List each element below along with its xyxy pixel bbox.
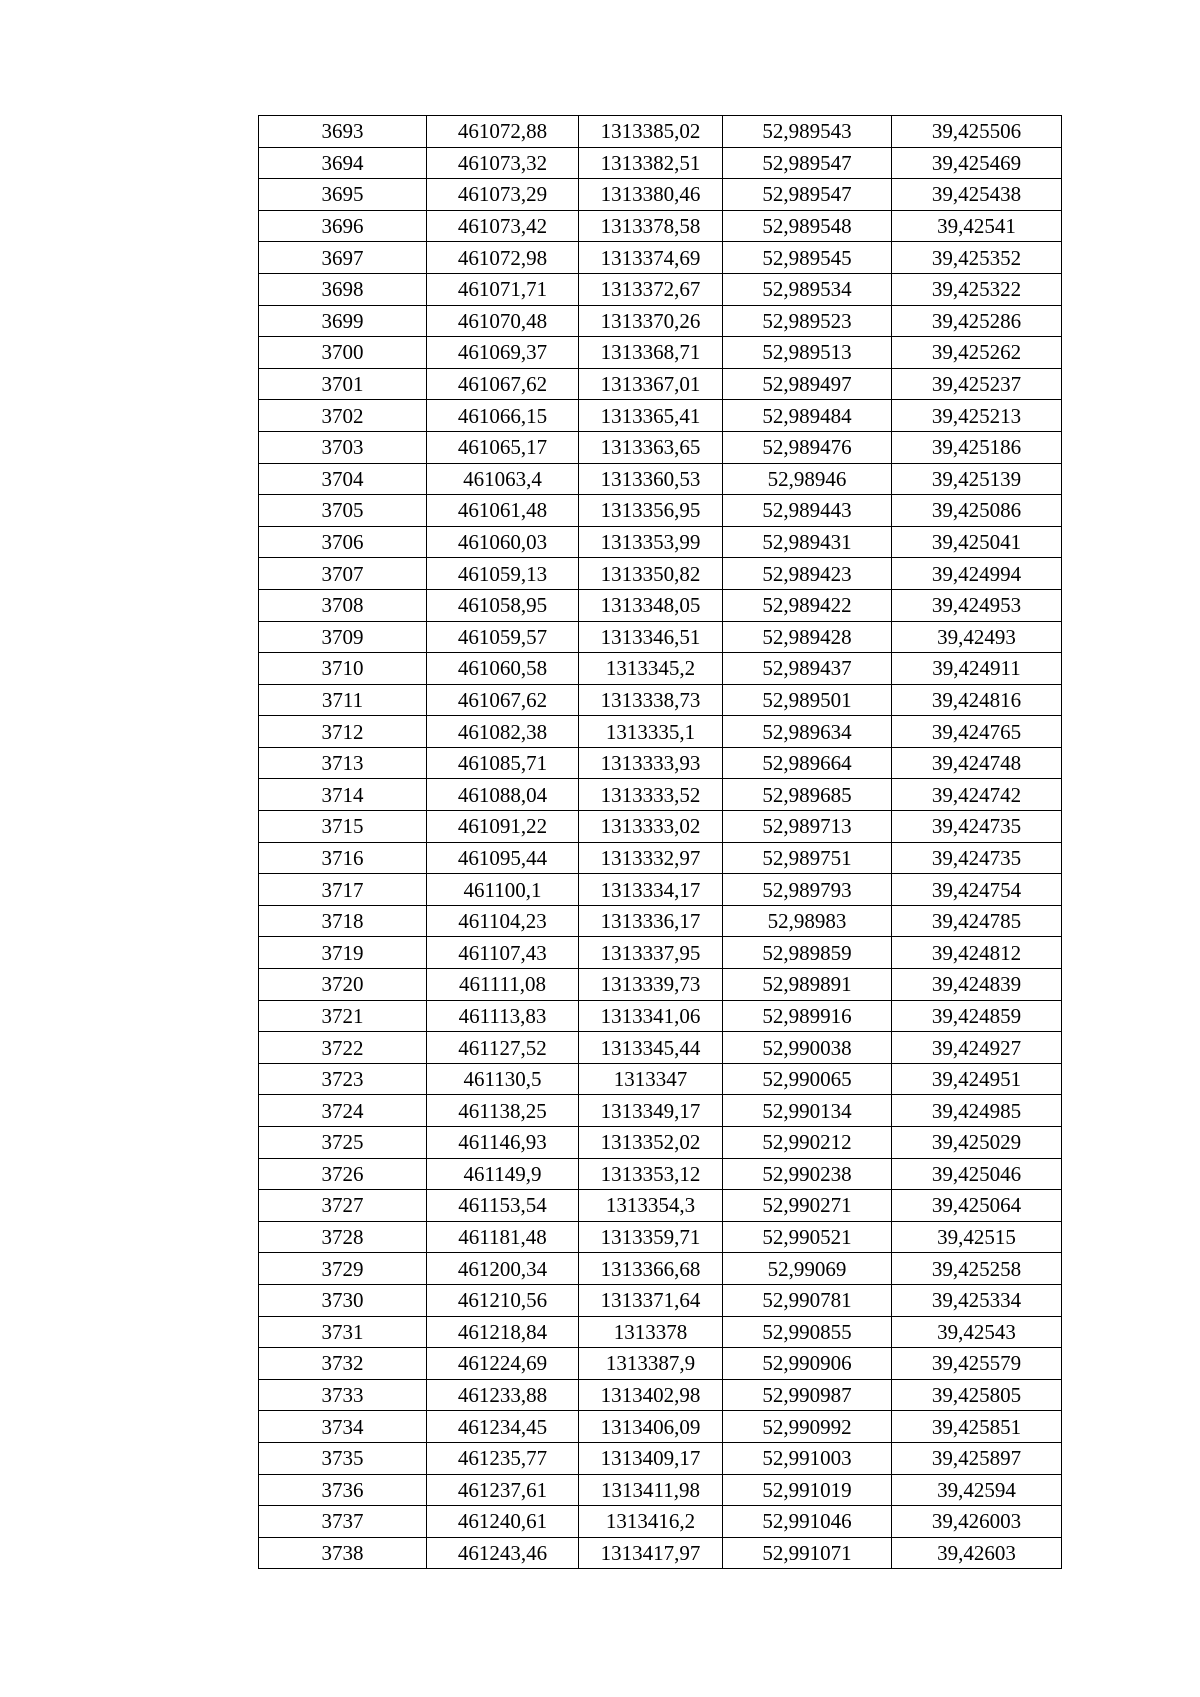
table-row: [259, 716, 1062, 748]
x-coordinate-cell: 461082,38: [427, 716, 579, 748]
latitude-cell: 52,990238: [723, 1158, 892, 1190]
x-coordinate-cell: 461149,9: [427, 1158, 579, 1190]
point-number-cell: 3699: [259, 305, 427, 337]
point-number-cell: 3720: [259, 969, 427, 1001]
table-row: [259, 368, 1062, 400]
latitude-cell: 52,989431: [723, 526, 892, 558]
point-number-cell: 3725: [259, 1127, 427, 1159]
latitude-cell: 52,990271: [723, 1190, 892, 1222]
longitude-cell: 39,425029: [892, 1127, 1062, 1159]
table-row: [259, 905, 1062, 937]
longitude-cell: 39,42493: [892, 621, 1062, 653]
latitude-cell: 52,989859: [723, 937, 892, 969]
x-coordinate-cell: 461240,61: [427, 1506, 579, 1538]
table-row: [259, 273, 1062, 305]
longitude-cell: 39,425237: [892, 368, 1062, 400]
y-coordinate-cell: 1313336,17: [579, 905, 723, 937]
longitude-cell: 39,424911: [892, 653, 1062, 685]
y-coordinate-cell: 1313366,68: [579, 1253, 723, 1285]
point-number-cell: 3728: [259, 1221, 427, 1253]
x-coordinate-cell: 461061,48: [427, 495, 579, 527]
x-coordinate-cell: 461095,44: [427, 842, 579, 874]
longitude-cell: 39,424765: [892, 716, 1062, 748]
point-number-cell: 3733: [259, 1379, 427, 1411]
table-row: [259, 1221, 1062, 1253]
point-number-cell: 3696: [259, 210, 427, 242]
longitude-cell: 39,424735: [892, 842, 1062, 874]
point-number-cell: 3721: [259, 1000, 427, 1032]
point-number-cell: 3700: [259, 337, 427, 369]
x-coordinate-cell: 461067,62: [427, 684, 579, 716]
x-coordinate-cell: 461069,37: [427, 337, 579, 369]
point-number-cell: 3730: [259, 1284, 427, 1316]
y-coordinate-cell: 1313385,02: [579, 116, 723, 148]
table-row: [259, 937, 1062, 969]
x-coordinate-cell: 461063,4: [427, 463, 579, 495]
longitude-cell: 39,424985: [892, 1095, 1062, 1127]
y-coordinate-cell: 1313339,73: [579, 969, 723, 1001]
table-row: [259, 1063, 1062, 1095]
longitude-cell: 39,424735: [892, 811, 1062, 843]
latitude-cell: 52,989534: [723, 273, 892, 305]
point-number-cell: 3737: [259, 1506, 427, 1538]
y-coordinate-cell: 1313406,09: [579, 1411, 723, 1443]
latitude-cell: 52,98946: [723, 463, 892, 495]
x-coordinate-cell: 461218,84: [427, 1316, 579, 1348]
point-number-cell: 3714: [259, 779, 427, 811]
latitude-cell: 52,989547: [723, 179, 892, 211]
longitude-cell: 39,425258: [892, 1253, 1062, 1285]
x-coordinate-cell: 461235,77: [427, 1442, 579, 1474]
point-number-cell: 3735: [259, 1442, 427, 1474]
table-row: [259, 1316, 1062, 1348]
y-coordinate-cell: 1313332,97: [579, 842, 723, 874]
longitude-cell: 39,425046: [892, 1158, 1062, 1190]
x-coordinate-cell: 461073,42: [427, 210, 579, 242]
point-number-cell: 3716: [259, 842, 427, 874]
table-row: [259, 1379, 1062, 1411]
latitude-cell: 52,990134: [723, 1095, 892, 1127]
x-coordinate-cell: 461088,04: [427, 779, 579, 811]
table-row: [259, 1095, 1062, 1127]
point-number-cell: 3715: [259, 811, 427, 843]
y-coordinate-cell: 1313345,44: [579, 1032, 723, 1064]
longitude-cell: 39,425438: [892, 179, 1062, 211]
table-row: [259, 1411, 1062, 1443]
y-coordinate-cell: 1313380,46: [579, 179, 723, 211]
y-coordinate-cell: 1313335,1: [579, 716, 723, 748]
table-row: [259, 589, 1062, 621]
x-coordinate-cell: 461104,23: [427, 905, 579, 937]
y-coordinate-cell: 1313382,51: [579, 147, 723, 179]
longitude-cell: 39,424812: [892, 937, 1062, 969]
point-number-cell: 3704: [259, 463, 427, 495]
x-coordinate-cell: 461237,61: [427, 1474, 579, 1506]
y-coordinate-cell: 1313338,73: [579, 684, 723, 716]
y-coordinate-cell: 1313416,2: [579, 1506, 723, 1538]
y-coordinate-cell: 1313352,02: [579, 1127, 723, 1159]
table-row: [259, 653, 1062, 685]
x-coordinate-cell: 461072,88: [427, 116, 579, 148]
point-number-cell: 3697: [259, 242, 427, 274]
longitude-cell: 39,425322: [892, 273, 1062, 305]
table-row: [259, 337, 1062, 369]
table-row: [259, 305, 1062, 337]
longitude-cell: 39,42541: [892, 210, 1062, 242]
x-coordinate-cell: 461060,03: [427, 526, 579, 558]
y-coordinate-cell: 1313353,12: [579, 1158, 723, 1190]
point-number-cell: 3726: [259, 1158, 427, 1190]
longitude-cell: 39,425186: [892, 431, 1062, 463]
point-number-cell: 3723: [259, 1063, 427, 1095]
x-coordinate-cell: 461130,5: [427, 1063, 579, 1095]
x-coordinate-cell: 461107,43: [427, 937, 579, 969]
longitude-cell: 39,425064: [892, 1190, 1062, 1222]
latitude-cell: 52,991003: [723, 1442, 892, 1474]
y-coordinate-cell: 1313356,95: [579, 495, 723, 527]
x-coordinate-cell: 461234,45: [427, 1411, 579, 1443]
table-row: [259, 400, 1062, 432]
table-row: [259, 463, 1062, 495]
longitude-cell: 39,425213: [892, 400, 1062, 432]
longitude-cell: 39,425469: [892, 147, 1062, 179]
point-number-cell: 3712: [259, 716, 427, 748]
latitude-cell: 52,989793: [723, 874, 892, 906]
point-number-cell: 3709: [259, 621, 427, 653]
table-row: [259, 210, 1062, 242]
point-number-cell: 3718: [259, 905, 427, 937]
point-number-cell: 3707: [259, 558, 427, 590]
table-row: [259, 1158, 1062, 1190]
table-row: [259, 1253, 1062, 1285]
table-row: [259, 1537, 1062, 1569]
longitude-cell: 39,42603: [892, 1537, 1062, 1569]
longitude-cell: 39,424951: [892, 1063, 1062, 1095]
table-row: [259, 969, 1062, 1001]
latitude-cell: 52,989751: [723, 842, 892, 874]
latitude-cell: 52,990212: [723, 1127, 892, 1159]
latitude-cell: 52,990781: [723, 1284, 892, 1316]
x-coordinate-cell: 461091,22: [427, 811, 579, 843]
latitude-cell: 52,989501: [723, 684, 892, 716]
latitude-cell: 52,989713: [723, 811, 892, 843]
table-row: [259, 811, 1062, 843]
y-coordinate-cell: 1313333,93: [579, 747, 723, 779]
latitude-cell: 52,990065: [723, 1063, 892, 1095]
table-row: [259, 242, 1062, 274]
y-coordinate-cell: 1313346,51: [579, 621, 723, 653]
latitude-cell: 52,990992: [723, 1411, 892, 1443]
longitude-cell: 39,425897: [892, 1442, 1062, 1474]
y-coordinate-cell: 1313371,64: [579, 1284, 723, 1316]
latitude-cell: 52,989484: [723, 400, 892, 432]
x-coordinate-cell: 461067,62: [427, 368, 579, 400]
latitude-cell: 52,989685: [723, 779, 892, 811]
y-coordinate-cell: 1313378: [579, 1316, 723, 1348]
point-number-cell: 3734: [259, 1411, 427, 1443]
x-coordinate-cell: 461153,54: [427, 1190, 579, 1222]
longitude-cell: 39,425352: [892, 242, 1062, 274]
longitude-cell: 39,425286: [892, 305, 1062, 337]
latitude-cell: 52,989916: [723, 1000, 892, 1032]
y-coordinate-cell: 1313337,95: [579, 937, 723, 969]
y-coordinate-cell: 1313372,67: [579, 273, 723, 305]
x-coordinate-cell: 461233,88: [427, 1379, 579, 1411]
y-coordinate-cell: 1313333,52: [579, 779, 723, 811]
latitude-cell: 52,989497: [723, 368, 892, 400]
x-coordinate-cell: 461111,08: [427, 969, 579, 1001]
y-coordinate-cell: 1313411,98: [579, 1474, 723, 1506]
x-coordinate-cell: 461071,71: [427, 273, 579, 305]
x-coordinate-cell: 461243,46: [427, 1537, 579, 1569]
table-row: [259, 495, 1062, 527]
table-row: [259, 179, 1062, 211]
point-number-cell: 3705: [259, 495, 427, 527]
point-number-cell: 3719: [259, 937, 427, 969]
point-number-cell: 3703: [259, 431, 427, 463]
longitude-cell: 39,42594: [892, 1474, 1062, 1506]
x-coordinate-cell: 461060,58: [427, 653, 579, 685]
point-number-cell: 3711: [259, 684, 427, 716]
table-row: [259, 526, 1062, 558]
point-number-cell: 3706: [259, 526, 427, 558]
y-coordinate-cell: 1313345,2: [579, 653, 723, 685]
longitude-cell: 39,424748: [892, 747, 1062, 779]
table-row: [259, 842, 1062, 874]
table-row: [259, 747, 1062, 779]
longitude-cell: 39,424785: [892, 905, 1062, 937]
longitude-cell: 39,424839: [892, 969, 1062, 1001]
table-row: [259, 1032, 1062, 1064]
y-coordinate-cell: 1313360,53: [579, 463, 723, 495]
y-coordinate-cell: 1313349,17: [579, 1095, 723, 1127]
longitude-cell: 39,425139: [892, 463, 1062, 495]
latitude-cell: 52,991046: [723, 1506, 892, 1538]
longitude-cell: 39,425805: [892, 1379, 1062, 1411]
table-row: [259, 1127, 1062, 1159]
point-number-cell: 3731: [259, 1316, 427, 1348]
table-row: [259, 621, 1062, 653]
point-number-cell: 3708: [259, 589, 427, 621]
x-coordinate-cell: 461058,95: [427, 589, 579, 621]
latitude-cell: 52,990521: [723, 1221, 892, 1253]
longitude-cell: 39,424927: [892, 1032, 1062, 1064]
y-coordinate-cell: 1313417,97: [579, 1537, 723, 1569]
y-coordinate-cell: 1313353,99: [579, 526, 723, 558]
point-number-cell: 3729: [259, 1253, 427, 1285]
table-row: [259, 431, 1062, 463]
longitude-cell: 39,424816: [892, 684, 1062, 716]
x-coordinate-cell: 461224,69: [427, 1348, 579, 1380]
longitude-cell: 39,425506: [892, 116, 1062, 148]
point-number-cell: 3701: [259, 368, 427, 400]
x-coordinate-cell: 461059,13: [427, 558, 579, 590]
table-row: [259, 1348, 1062, 1380]
y-coordinate-cell: 1313347: [579, 1063, 723, 1095]
point-number-cell: 3698: [259, 273, 427, 305]
longitude-cell: 39,42543: [892, 1316, 1062, 1348]
point-number-cell: 3694: [259, 147, 427, 179]
x-coordinate-cell: 461127,52: [427, 1032, 579, 1064]
longitude-cell: 39,424754: [892, 874, 1062, 906]
x-coordinate-cell: 461072,98: [427, 242, 579, 274]
y-coordinate-cell: 1313359,71: [579, 1221, 723, 1253]
longitude-cell: 39,425851: [892, 1411, 1062, 1443]
point-number-cell: 3732: [259, 1348, 427, 1380]
point-number-cell: 3724: [259, 1095, 427, 1127]
x-coordinate-cell: 461138,25: [427, 1095, 579, 1127]
latitude-cell: 52,990038: [723, 1032, 892, 1064]
table-row: [259, 1506, 1062, 1538]
latitude-cell: 52,989664: [723, 747, 892, 779]
x-coordinate-cell: 461070,48: [427, 305, 579, 337]
latitude-cell: 52,990906: [723, 1348, 892, 1380]
y-coordinate-cell: 1313370,26: [579, 305, 723, 337]
x-coordinate-cell: 461113,83: [427, 1000, 579, 1032]
y-coordinate-cell: 1313365,41: [579, 400, 723, 432]
longitude-cell: 39,425262: [892, 337, 1062, 369]
point-number-cell: 3710: [259, 653, 427, 685]
latitude-cell: 52,98983: [723, 905, 892, 937]
table-row: [259, 147, 1062, 179]
x-coordinate-cell: 461085,71: [427, 747, 579, 779]
latitude-cell: 52,989547: [723, 147, 892, 179]
point-number-cell: 3727: [259, 1190, 427, 1222]
table-row: [259, 874, 1062, 906]
latitude-cell: 52,990855: [723, 1316, 892, 1348]
table-row: [259, 116, 1062, 148]
longitude-cell: 39,424994: [892, 558, 1062, 590]
table-row: [259, 1284, 1062, 1316]
latitude-cell: 52,989476: [723, 431, 892, 463]
latitude-cell: 52,989891: [723, 969, 892, 1001]
y-coordinate-cell: 1313354,3: [579, 1190, 723, 1222]
longitude-cell: 39,425086: [892, 495, 1062, 527]
latitude-cell: 52,990987: [723, 1379, 892, 1411]
latitude-cell: 52,989545: [723, 242, 892, 274]
x-coordinate-cell: 461073,32: [427, 147, 579, 179]
latitude-cell: 52,989437: [723, 653, 892, 685]
latitude-cell: 52,989543: [723, 116, 892, 148]
longitude-cell: 39,425579: [892, 1348, 1062, 1380]
longitude-cell: 39,424953: [892, 589, 1062, 621]
y-coordinate-cell: 1313341,06: [579, 1000, 723, 1032]
y-coordinate-cell: 1313368,71: [579, 337, 723, 369]
y-coordinate-cell: 1313402,98: [579, 1379, 723, 1411]
coordinates-table-body: [259, 116, 1062, 1569]
table-row: [259, 1000, 1062, 1032]
coordinates-table: [258, 115, 1062, 1569]
x-coordinate-cell: 461065,17: [427, 431, 579, 463]
table-row: [259, 1442, 1062, 1474]
latitude-cell: 52,991019: [723, 1474, 892, 1506]
table-row: [259, 1474, 1062, 1506]
x-coordinate-cell: 461200,34: [427, 1253, 579, 1285]
longitude-cell: 39,42515: [892, 1221, 1062, 1253]
y-coordinate-cell: 1313374,69: [579, 242, 723, 274]
latitude-cell: 52,989423: [723, 558, 892, 590]
latitude-cell: 52,989523: [723, 305, 892, 337]
latitude-cell: 52,989548: [723, 210, 892, 242]
point-number-cell: 3736: [259, 1474, 427, 1506]
point-number-cell: 3702: [259, 400, 427, 432]
y-coordinate-cell: 1313350,82: [579, 558, 723, 590]
point-number-cell: 3738: [259, 1537, 427, 1569]
x-coordinate-cell: 461100,1: [427, 874, 579, 906]
y-coordinate-cell: 1313367,01: [579, 368, 723, 400]
table-row: [259, 684, 1062, 716]
longitude-cell: 39,425041: [892, 526, 1062, 558]
x-coordinate-cell: 461066,15: [427, 400, 579, 432]
point-number-cell: 3713: [259, 747, 427, 779]
latitude-cell: 52,989513: [723, 337, 892, 369]
y-coordinate-cell: 1313378,58: [579, 210, 723, 242]
latitude-cell: 52,989422: [723, 589, 892, 621]
point-number-cell: 3693: [259, 116, 427, 148]
latitude-cell: 52,99069: [723, 1253, 892, 1285]
table-row: [259, 779, 1062, 811]
x-coordinate-cell: 461181,48: [427, 1221, 579, 1253]
latitude-cell: 52,989634: [723, 716, 892, 748]
latitude-cell: 52,991071: [723, 1537, 892, 1569]
y-coordinate-cell: 1313363,65: [579, 431, 723, 463]
point-number-cell: 3722: [259, 1032, 427, 1064]
y-coordinate-cell: 1313334,17: [579, 874, 723, 906]
longitude-cell: 39,424742: [892, 779, 1062, 811]
table-row: [259, 1190, 1062, 1222]
longitude-cell: 39,426003: [892, 1506, 1062, 1538]
y-coordinate-cell: 1313409,17: [579, 1442, 723, 1474]
point-number-cell: 3717: [259, 874, 427, 906]
y-coordinate-cell: 1313348,05: [579, 589, 723, 621]
table-row: [259, 558, 1062, 590]
x-coordinate-cell: 461146,93: [427, 1127, 579, 1159]
x-coordinate-cell: 461210,56: [427, 1284, 579, 1316]
point-number-cell: 3695: [259, 179, 427, 211]
x-coordinate-cell: 461073,29: [427, 179, 579, 211]
y-coordinate-cell: 1313387,9: [579, 1348, 723, 1380]
latitude-cell: 52,989443: [723, 495, 892, 527]
longitude-cell: 39,425334: [892, 1284, 1062, 1316]
longitude-cell: 39,424859: [892, 1000, 1062, 1032]
x-coordinate-cell: 461059,57: [427, 621, 579, 653]
y-coordinate-cell: 1313333,02: [579, 811, 723, 843]
latitude-cell: 52,989428: [723, 621, 892, 653]
